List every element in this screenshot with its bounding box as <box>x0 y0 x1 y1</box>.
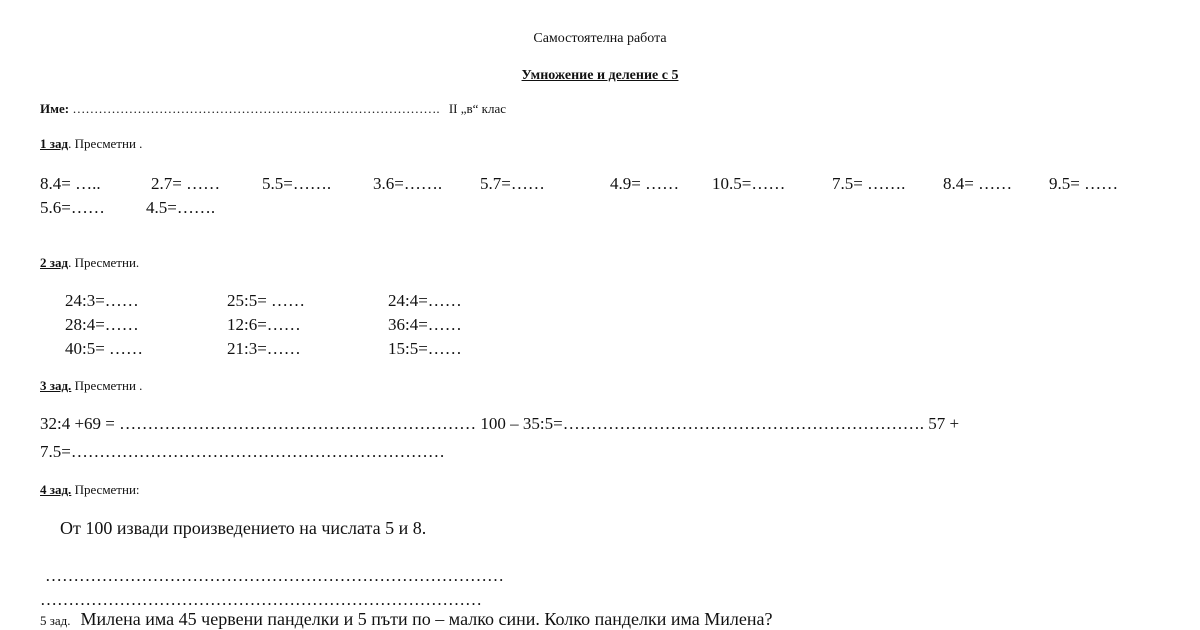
task3-instruction: Пресметни . <box>71 378 143 393</box>
task4-instruction: Пресметни: <box>71 482 140 497</box>
task1-expr-8: 7.5= ……. <box>832 174 906 193</box>
class-label: II „в“ клас <box>448 101 507 116</box>
task5-row <box>40 609 773 630</box>
worksheet-subtitle: Умножение и деление с 5 <box>521 68 679 83</box>
task2-expr-1: 24:3=…… <box>65 291 139 310</box>
task2-expr-8: 36:4=…… <box>388 315 462 334</box>
task2-expr-9: 15:5=…… <box>388 339 462 358</box>
task2-heading <box>40 255 139 271</box>
task4-number: 4 зад. <box>40 482 72 497</box>
task2-expr-4: 25:5= …… <box>227 291 306 310</box>
task1-expr-6: 4.9= …… <box>610 174 680 193</box>
task5-problem-text: Милена има 45 червени панделки и 5 пъти по – малко сини. Колко панделки има Милена? <box>80 609 773 629</box>
task1-expr-5: 5.7=…… <box>480 174 545 193</box>
task2-expr-5: 12:6=…… <box>227 315 301 334</box>
task3-expression-line: 32:4 +69 = ……………………………………………………… 100 – 35:5=………………………………………………………. 57 + <box>40 414 960 433</box>
task1-expr-4: 3.6=……. <box>373 174 443 193</box>
task2-expr-6: 21:3=…… <box>227 339 301 358</box>
task1-expr-3: 5.5=……. <box>262 174 332 193</box>
task1-expr-7: 10.5=…… <box>712 174 786 193</box>
name-dots: …………………………………………………………………………. <box>69 101 440 116</box>
task1-expr-10: 9.5= …… <box>1049 174 1119 193</box>
task1-instruction: . Пресметни . <box>68 136 143 151</box>
name-label: Име: <box>40 101 70 116</box>
task1-expr-2: 2.7= …… <box>151 174 221 193</box>
task4-heading <box>40 482 140 498</box>
task1-number: 1 зад <box>40 136 69 151</box>
task5-number: 5 зад. <box>40 613 71 628</box>
worksheet-title: Самостоятелна работа <box>533 31 667 46</box>
task3-expression-continuation: 7.5=………………………………………………………… <box>40 442 445 461</box>
task4-problem-text: От 100 извади произведението на числата 5 и 8. <box>60 518 427 538</box>
task2-instruction: . Пресметни. <box>68 255 140 270</box>
task2-expr-3: 40:5= …… <box>65 339 144 358</box>
task2-number: 2 зад <box>40 255 69 270</box>
task2-expr-7: 24:4=…… <box>388 291 462 310</box>
task3-number: 3 зад. <box>40 378 72 393</box>
task1-expr-11: 5.6=…… <box>40 198 105 217</box>
task1-expr-12: 4.5=……. <box>146 198 216 217</box>
task4-answer-line-1: ……………………………………………………………………… <box>45 566 504 585</box>
task2-expr-2: 28:4=…… <box>65 315 139 334</box>
task4-answer-line-2: …………………………………………………………………… <box>40 590 482 609</box>
task3-heading <box>40 378 142 394</box>
task1-expr-1: 8.4= ….. <box>40 174 101 193</box>
task1-expr-9: 8.4= …… <box>943 174 1013 193</box>
task1-heading <box>40 136 142 152</box>
name-line <box>40 101 506 117</box>
